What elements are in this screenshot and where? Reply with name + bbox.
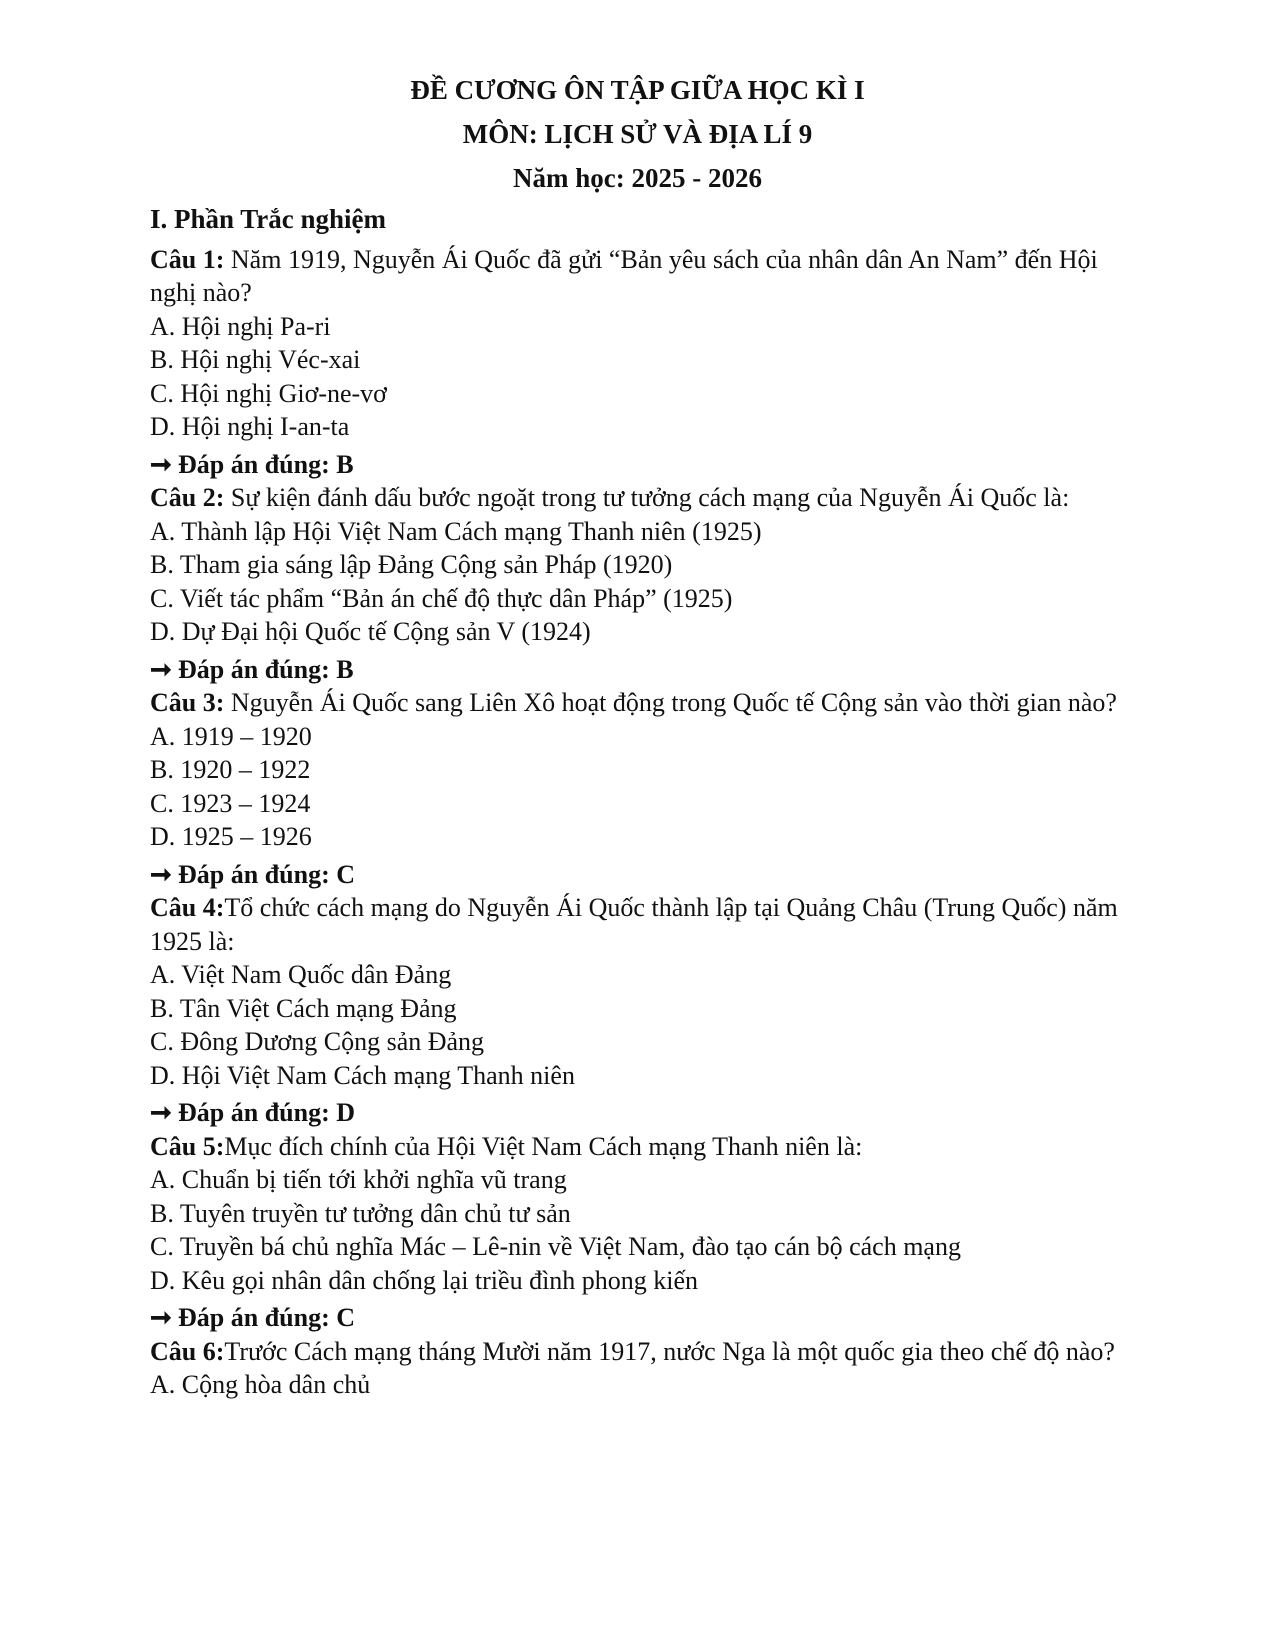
question-block <box>150 1335 1125 1402</box>
question-body: Tổ chức cách mạng do Nguyễn Ái Quốc thành lập tại Quảng Châu (Trung Quốc) năm 1925 là: <box>150 893 1118 956</box>
question-label: Câu 6: <box>150 1336 225 1366</box>
question-label: Câu 5: <box>150 1131 225 1161</box>
option-a: A. Cộng hòa dân chủ <box>150 1370 371 1399</box>
option-a: A. Chuẩn bị tiến tới khởi nghĩa vũ trang <box>150 1165 567 1194</box>
answer-prefix: Đáp án đúng: <box>178 1098 330 1127</box>
answer-prefix: Đáp án đúng: <box>178 1303 330 1332</box>
question-text <box>150 686 1125 720</box>
arrow-right-icon: ➞ <box>150 654 172 684</box>
answer-value: B <box>336 449 354 479</box>
question-block <box>150 1130 1125 1335</box>
answer-line <box>150 1096 1125 1130</box>
question-text <box>150 891 1125 958</box>
answer-value: D <box>336 1098 356 1127</box>
question-body: Trước Cách mạng tháng Mười năm 1917, nước Nga là một quốc gia theo chế độ nào? <box>224 1336 1115 1366</box>
arrow-right-icon: ➞ <box>150 449 172 479</box>
answer-value: C <box>336 859 356 889</box>
answer-line <box>150 653 1125 687</box>
option-d: D. Kêu gọi nhân dân chống lại triều đình phong kiến <box>150 1265 699 1295</box>
document-title: ĐỀ CƯƠNG ÔN TẬP GIỮA HỌC KÌ I <box>410 75 865 105</box>
question-block <box>150 891 1125 1130</box>
question-text <box>150 243 1125 310</box>
answer-value: B <box>336 654 354 684</box>
question-text <box>150 481 1125 515</box>
question-label: Câu 4: <box>150 893 225 922</box>
document-content <box>150 203 1125 1402</box>
option-d: D. Hội nghị I-an-ta <box>150 412 350 441</box>
school-year: Năm học: 2025 - 2026 <box>513 163 762 193</box>
option-b: B. Tham gia sáng lập Đảng Cộng sản Pháp (1920) <box>150 550 673 579</box>
answer-line <box>150 448 1125 482</box>
question-label: Câu 1: <box>150 244 225 274</box>
question-block <box>150 243 1125 482</box>
option-a: A. Việt Nam Quốc dân Đảng <box>150 960 452 989</box>
answer-value: C <box>336 1303 356 1332</box>
answer-prefix: Đáp án đúng: <box>178 859 330 889</box>
question-text <box>150 1130 1125 1164</box>
answer-line <box>150 858 1125 892</box>
question-block <box>150 686 1125 891</box>
subject-title: MÔN: LỊCH SỬ VÀ ĐỊA LÍ 9 <box>462 119 813 149</box>
section-title: I. Phần Trắc nghiệm <box>150 204 387 234</box>
question-label: Câu 2: <box>150 483 225 512</box>
arrow-right-icon: ➞ <box>150 859 172 889</box>
question-body: Sự kiện đánh dấu bước ngoặt trong tư tưởng cách mạng của Nguyễn Ái Quốc là: <box>224 483 1070 512</box>
option-b: B. Tân Việt Cách mạng Đảng <box>150 993 457 1023</box>
question-block <box>150 481 1125 686</box>
option-c: C. Hội nghị Giơ-ne-vơ <box>150 378 387 408</box>
option-d: D. Hội Việt Nam Cách mạng Thanh niên <box>150 1060 575 1090</box>
arrow-right-icon: ➞ <box>150 1303 172 1332</box>
option-d: D. Dự Đại hội Quốc tế Cộng sản V (1924) <box>150 617 591 646</box>
question-body: Năm 1919, Nguyễn Ái Quốc đã gửi “Bản yêu sách của nhân dân An Nam” đến Hội nghị nào? <box>150 244 1098 307</box>
arrow-right-icon: ➞ <box>150 1098 172 1127</box>
answer-prefix: Đáp án đúng: <box>178 654 330 684</box>
question-text <box>150 1335 1125 1369</box>
option-c: C. Viết tác phẩm “Bản án chế độ thực dân Pháp” (1925) <box>150 583 733 613</box>
option-a: A. Thành lập Hội Việt Nam Cách mạng Thanh niên (1925) <box>150 516 762 546</box>
answer-line <box>150 1301 1125 1335</box>
option-b: B. Tuyên truyền tư tưởng dân chủ tư sản <box>150 1198 571 1228</box>
option-a: A. Hội nghị Pa-ri <box>150 311 331 341</box>
question-label: Câu 3: <box>150 688 225 717</box>
option-d: D. 1925 – 1926 <box>150 822 312 851</box>
question-body: Nguyễn Ái Quốc sang Liên Xô hoạt động trong Quốc tế Cộng sản vào thời gian nào? <box>224 688 1117 717</box>
option-b: B. Hội nghị Véc-xai <box>150 345 361 374</box>
option-c: C. 1923 – 1924 <box>150 788 311 818</box>
option-c: C. Truyền bá chủ nghĩa Mác – Lê-nin về Việt Nam, đào tạo cán bộ cách mạng <box>150 1232 961 1261</box>
question-body: Mục đích chính của Hội Việt Nam Cách mạng Thanh niên là: <box>224 1131 863 1161</box>
option-c: C. Đông Dương Cộng sản Đảng <box>150 1027 485 1056</box>
answer-prefix: Đáp án đúng: <box>178 449 330 479</box>
option-b: B. 1920 – 1922 <box>150 755 311 784</box>
option-a: A. 1919 – 1920 <box>150 721 312 751</box>
